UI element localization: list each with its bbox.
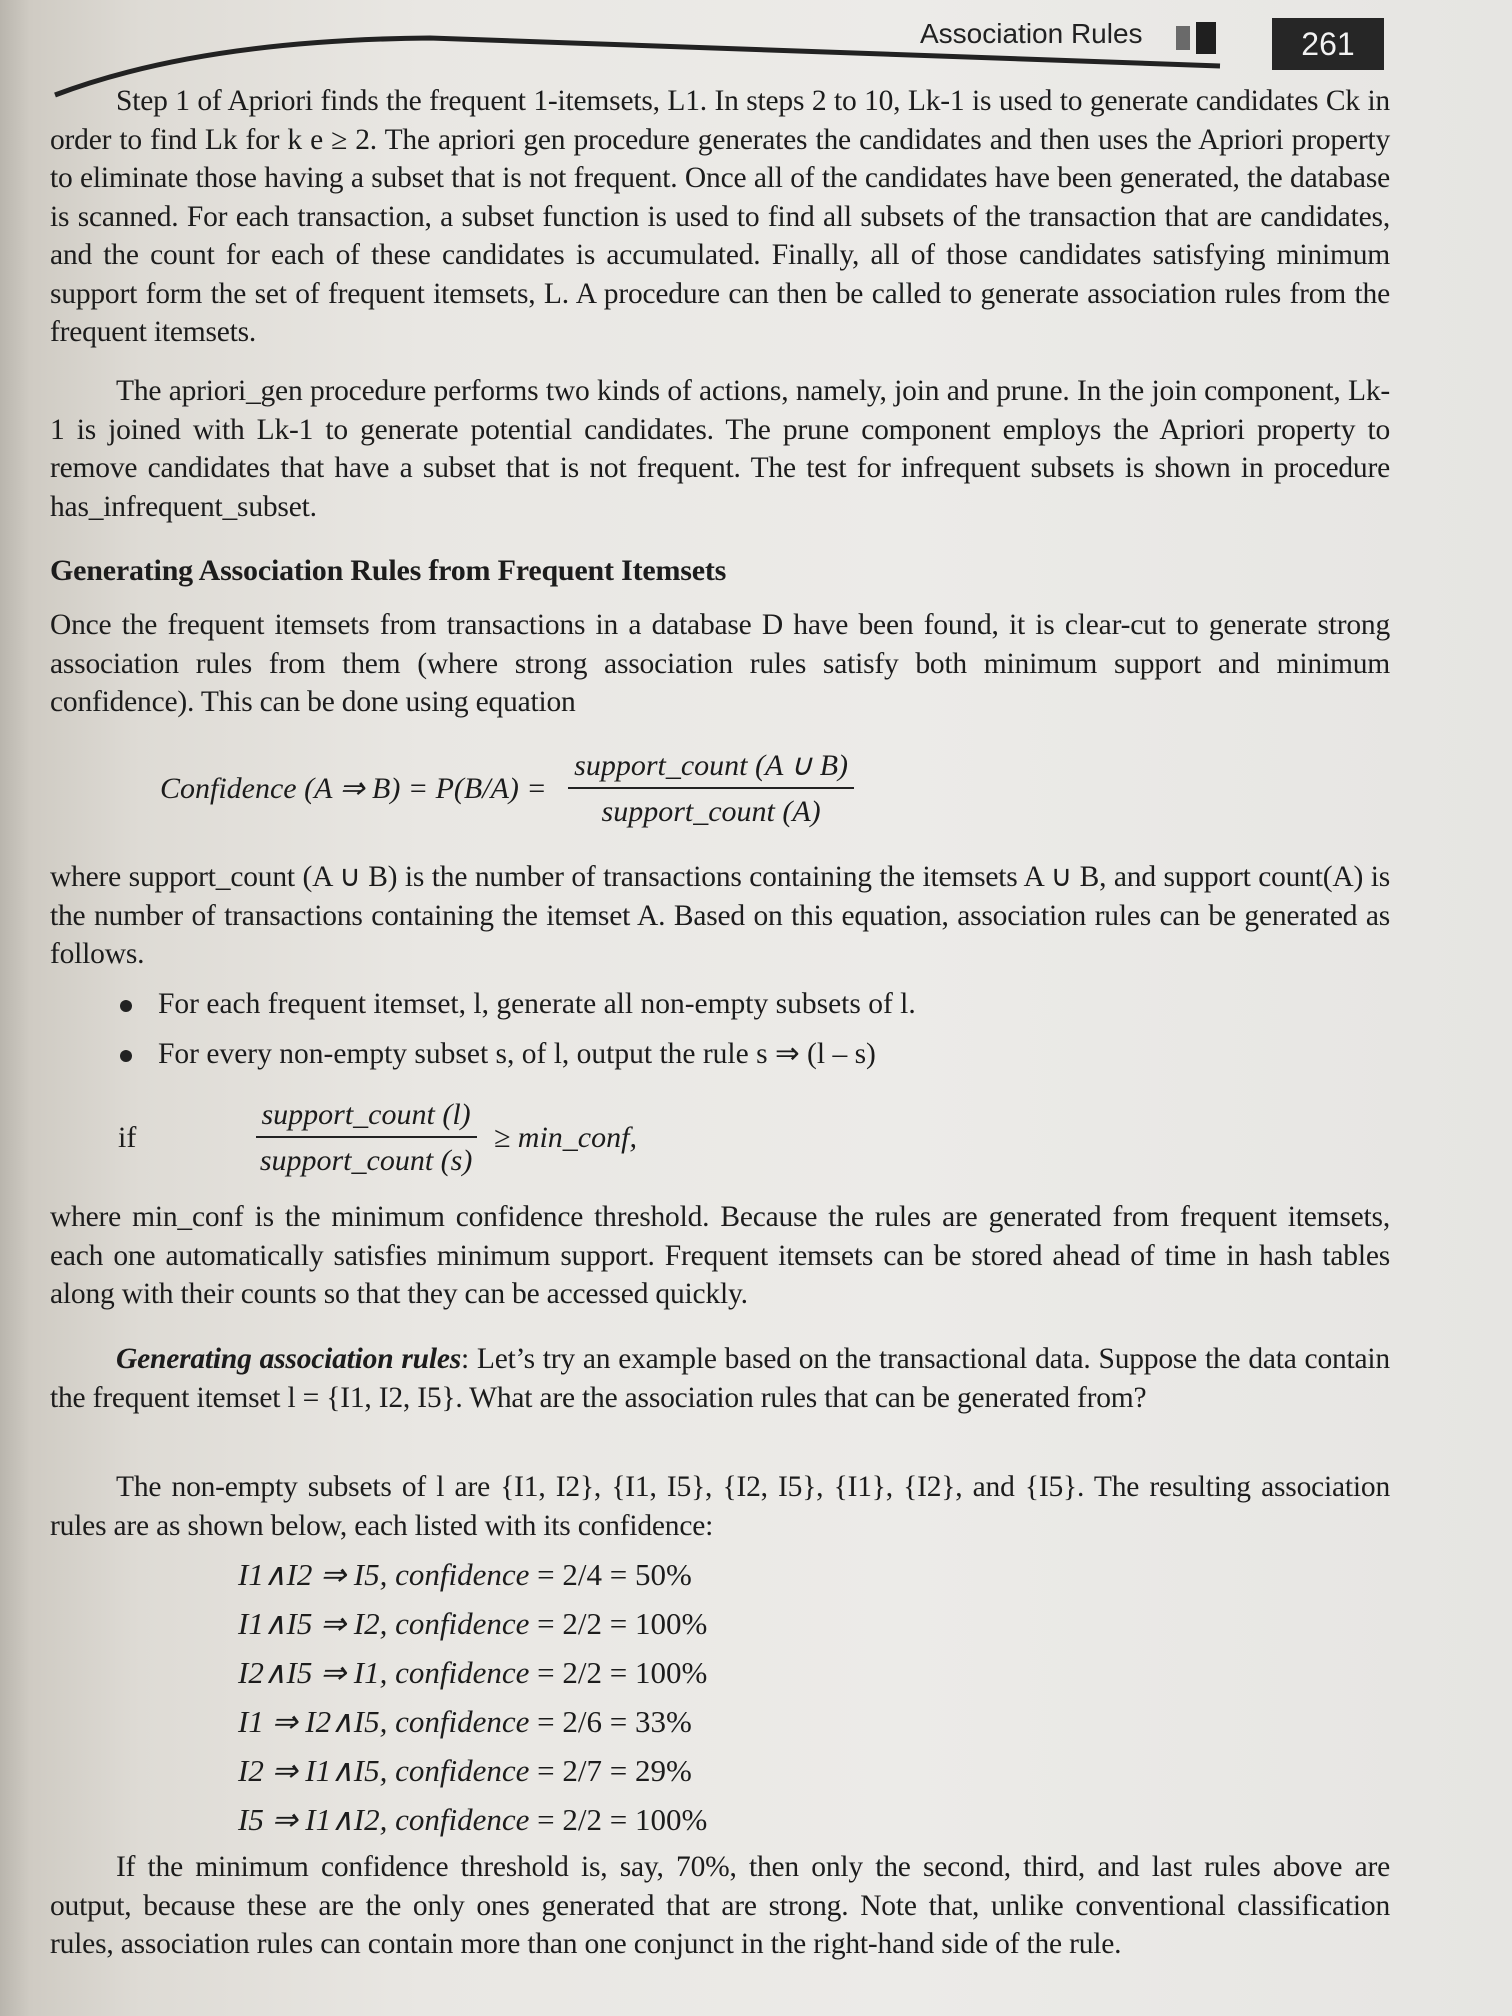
bullet-item: For every non-empty subset s, of l, output the rule s ⇒ (l – s) <box>120 1036 876 1071</box>
paragraph-support-count: where support_count (A ∪ B) is the number of transactions containing the itemsets A ∪ B, and support count(A) is the number of transactions containing the itemset A. Based on this equation, association rules can be generated as follows. <box>50 861 1390 970</box>
header-decor-square-black <box>1196 22 1216 54</box>
bullet-dot-icon <box>120 1050 132 1062</box>
bullet-dot-icon <box>120 1000 132 1012</box>
paragraph-example: Generating association rules: Let’s try an example based on the transactional data. Suppose the data contain the frequent itemset l = {I1, I2, I5}. What are the association rules that can be generated from? <box>50 1343 1390 1414</box>
paragraph-min-conf: where min_conf is the minimum confidence threshold. Because the rules are generated from frequent itemsets, each one automatically satisfies minimum support. Frequent itemsets can be stored ahead of time in hash tables along with their counts so that they can be accessed quickly. <box>50 1201 1390 1310</box>
condition-rhs: ≥ min_conf, <box>493 1121 637 1154</box>
condition-fraction <box>254 1098 479 1178</box>
section-heading: Generating Association Rules from Frequent Itemsets <box>50 554 727 587</box>
rules-list <box>238 1550 707 1844</box>
running-header-title: Association Rules <box>920 18 1143 49</box>
paragraph-intro-rules: Once the frequent itemsets from transactions in a database D have been found, it is clear-cut to generate strong association rules from them (where strong association rules satisfy both minimum support and minimum confidence). This can be done using equation <box>50 609 1390 718</box>
condition-numerator: support_count (l) <box>256 1098 477 1138</box>
equation-denominator: support_count (A) <box>601 795 821 828</box>
rule-row: I5 ⇒ I1∧I2, confidence = 2/2 = 100% <box>238 1802 708 1837</box>
condition-denominator: support_count (s) <box>259 1144 473 1177</box>
equation-lhs: Confidence (A ⇒ B) = P(B/A) = <box>160 772 547 805</box>
header-decor-square-grey <box>1176 26 1190 50</box>
equation-numerator: support_count (A ∪ B) <box>568 748 854 789</box>
equation-fraction <box>568 748 854 829</box>
if-label: if <box>118 1121 137 1154</box>
confidence-equation <box>160 748 854 829</box>
rule-row: I2 ⇒ I1∧I5, confidence = 2/7 = 29% <box>238 1753 692 1788</box>
paragraph-apriori-gen: The apriori_gen procedure performs two kinds of actions, namely, join and prune. In the join component, Lk-1 is joined with Lk-1 to generate potential candidates. The prune component employs the Apriori property to remove candidates that have a subset that is not frequent. The test for infrequent subsets is shown in procedure has_infrequent_subset. <box>50 375 1390 523</box>
page-number: 261 <box>1272 18 1384 70</box>
rule-row: I1 ⇒ I2∧I5, confidence = 2/6 = 33% <box>238 1704 692 1739</box>
paragraph-apriori-steps: Step 1 of Apriori finds the frequent 1-itemsets, L1. In steps 2 to 10, Lk-1 is used to generate candidates Ck in order to find Lk for k e ≥ 2. The apriori gen procedure generates the candidates and then uses the Apriori property to eliminate those having a subset that is not frequent. Once all of the candidates have been generated, the database is scanned. For each transaction, a subset function is used to find all subsets of the transaction that are candidates, and the count for each of these candidates is accumulated. Finally, all of those candidates satisfying minimum support form the set of frequent itemsets, L. A procedure can then be called to generate association rules from the frequent itemsets. <box>50 85 1390 348</box>
paragraph-subsets: The non-empty subsets of l are {I1, I2}, {I1, I5}, {I2, I5}, {I1}, {I2}, and {I5}. The resulting association rules are as shown below, each listed with its confidence: <box>50 1471 1390 1542</box>
rule-row: I1∧I5 ⇒ I2, confidence = 2/2 = 100% <box>238 1606 708 1641</box>
rule-row: I1∧I2 ⇒ I5, confidence = 2/4 = 50% <box>238 1557 692 1592</box>
condition-inequality <box>118 1098 637 1178</box>
rule-row: I2∧I5 ⇒ I1, confidence = 2/2 = 100% <box>238 1655 708 1690</box>
paragraph-threshold-conclusion: If the minimum confidence threshold is, say, 70%, then only the second, third, and last rules above are output, because these are the only ones generated that are strong. Note that, unlike conventional classification rules, association rules can contain more than one conjunct in the right-hand side of the rule. <box>50 1851 1390 1960</box>
bullet-item: For each frequent itemset, l, generate all non-empty subsets of l. <box>120 988 916 1021</box>
